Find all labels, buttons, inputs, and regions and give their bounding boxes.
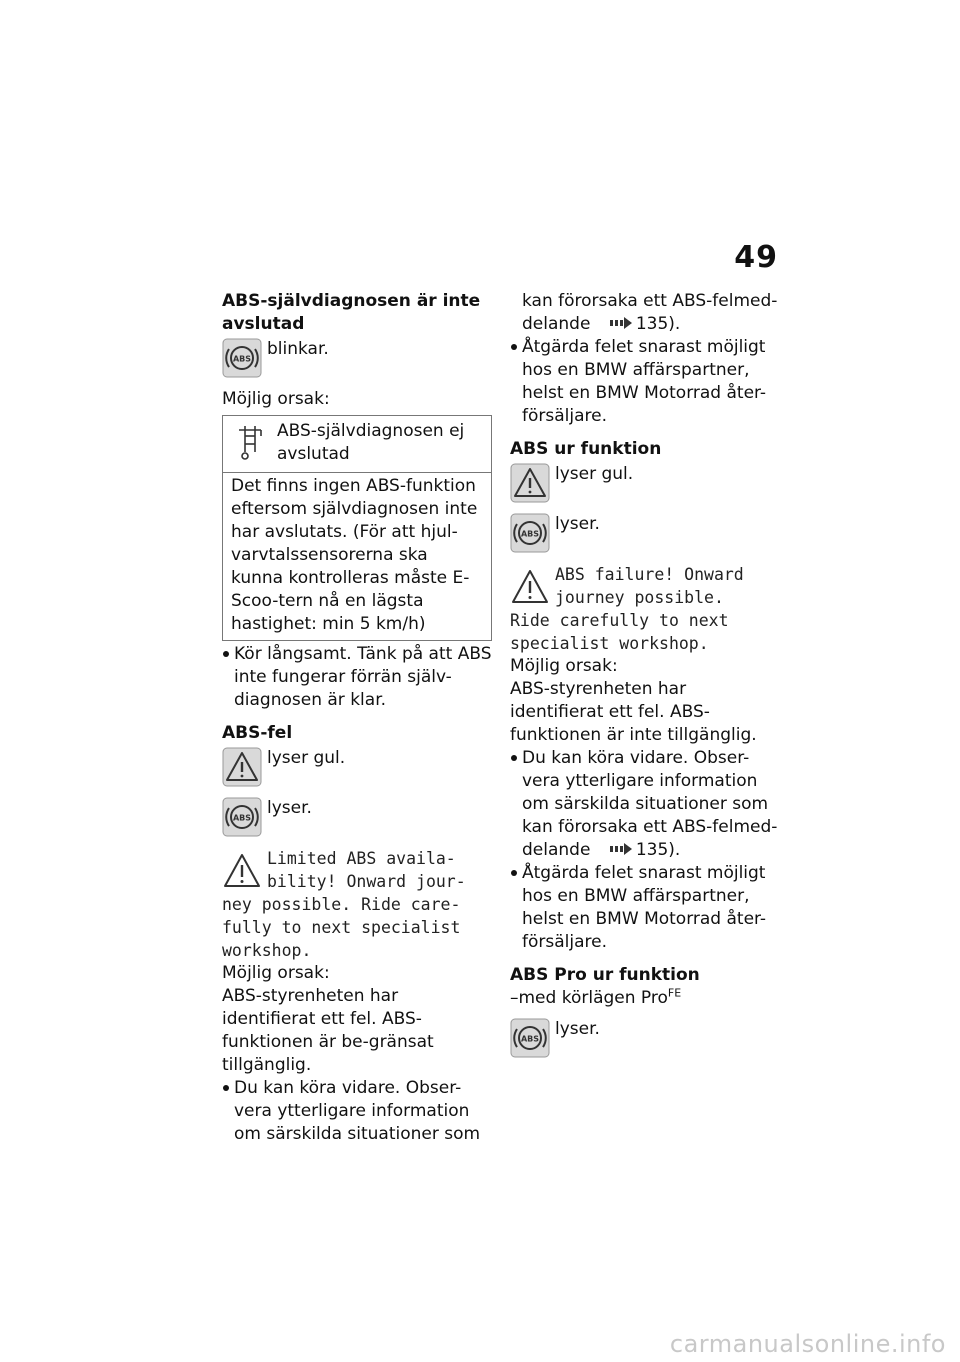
warning-triangle-icon — [510, 463, 550, 503]
warning-triangle-icon — [222, 747, 262, 787]
page-reference[interactable]: 135). — [635, 840, 681, 860]
bullet-list — [510, 747, 780, 954]
page-number: 49 — [734, 240, 778, 275]
abs-warning-icon — [222, 338, 262, 378]
abs-warning-icon — [510, 1018, 550, 1058]
section-subtitle: –med körlägen Pro$^{FE}$ — [510, 986, 682, 1008]
warning-triangle-outline-icon — [222, 851, 262, 891]
lamp-text: lyser. — [555, 1019, 600, 1039]
section-abs-fault-cont — [510, 290, 780, 428]
info-box-title: ABS-självdiagnosen ej avslutad — [277, 421, 465, 464]
lamp-row — [222, 338, 492, 378]
bullet-list — [510, 336, 780, 428]
display-message — [510, 563, 780, 655]
section-abs-fault — [222, 722, 492, 1146]
list-item-continued: kan förorsaka ett ABS-felmed-delande 135). — [522, 291, 778, 334]
page-reference[interactable]: 135). — [635, 314, 681, 334]
section-heading: ABS-självdiagnosen är inte avslutad — [222, 291, 481, 334]
left-column — [222, 290, 492, 1156]
bullet-list — [222, 1077, 492, 1146]
lamp-row — [510, 463, 780, 503]
svg-text:ABS: ABS — [232, 354, 252, 364]
lamp-text: blinkar. — [267, 339, 329, 359]
lamp-text: lyser. — [267, 798, 312, 818]
list-item: Kör långsamt. Tänk på att ABS inte fungerar förrän själv-diagnosen är klar. — [222, 643, 492, 712]
info-box — [222, 415, 492, 641]
cause-text: ABS-styrenheten har identifierat ett fel. ABS-funktionen är inte tillgänglig. — [510, 679, 757, 745]
page-reference-arrow-icon — [610, 313, 632, 336]
lamp-text: lyser. — [555, 514, 600, 534]
lamp-row — [510, 1018, 780, 1058]
svg-text:ABS: ABS — [232, 813, 252, 823]
lamp-row — [222, 747, 492, 787]
display-message-text: Limited ABS availa-bility! Onward jour- — [267, 849, 466, 891]
section-heading: ABS Pro ur funktion — [510, 965, 700, 985]
bullet-list — [222, 643, 492, 712]
lamp-text: lyser gul. — [267, 748, 346, 768]
svg-text:ABS: ABS — [520, 529, 540, 539]
lamp-row — [222, 797, 492, 837]
section-abs-selfdiag — [222, 290, 492, 712]
section-abs-pro-out-of-function — [510, 964, 780, 1058]
cause-label: Möjlig orsak: — [222, 963, 330, 983]
cause-label: Möjlig orsak: — [222, 389, 330, 409]
abs-warning-icon — [222, 797, 262, 837]
list-item: Åtgärda felet snarast möjligt hos en BMW affärspartner, helst en BMW Motorrad åter-försäljare. — [510, 862, 780, 954]
sensor-icon — [235, 422, 265, 462]
info-box-body: Det finns ingen ABS-funktion eftersom självdiagnosen inte har avslutats. (För att hjul-varvtalssensorerna ska kunna kontrolleras måste E-Scoo-tern nå en lägsta hastighet: min 5 km/h) — [231, 476, 478, 634]
lamp-text: lyser gul. — [555, 464, 634, 484]
display-message-text: ABS failure! Onward journey possible. — [555, 565, 744, 607]
lamp-row — [510, 513, 780, 553]
section-heading: ABS ur funktion — [510, 439, 662, 459]
display-message — [222, 847, 492, 962]
display-message-text: Ride carefully to next specialist workshop. — [510, 611, 729, 653]
list-item: Du kan köra vidare. Obser-vera ytterligare information om särskilda situationer som — [222, 1077, 492, 1146]
svg-text:ABS: ABS — [520, 1034, 540, 1044]
info-box-header — [223, 416, 491, 473]
abs-warning-icon — [510, 513, 550, 553]
list-item: Du kan köra vidare. Obser-vera ytterligare information om särskilda situationer som kan förorsaka ett ABS-felmed-delande 135). — [510, 747, 780, 862]
cause-text: ABS-styrenheten har identifierat ett fel. ABS-funktionen är be-gränsat tillgänglig. — [222, 986, 434, 1075]
display-message-text: ney possible. Ride care-fully to next specialist workshop. — [222, 895, 461, 960]
page-reference-arrow-icon — [610, 839, 632, 862]
section-abs-out-of-function — [510, 438, 780, 954]
watermark: carmanualsonline.info — [669, 1330, 946, 1358]
right-column — [510, 290, 780, 1068]
warning-triangle-outline-icon — [510, 567, 550, 607]
section-heading: ABS-fel — [222, 723, 293, 743]
list-item: Åtgärda felet snarast möjligt hos en BMW affärspartner, helst en BMW Motorrad åter-försäljare. — [510, 336, 780, 428]
cause-label: Möjlig orsak: — [510, 656, 618, 676]
